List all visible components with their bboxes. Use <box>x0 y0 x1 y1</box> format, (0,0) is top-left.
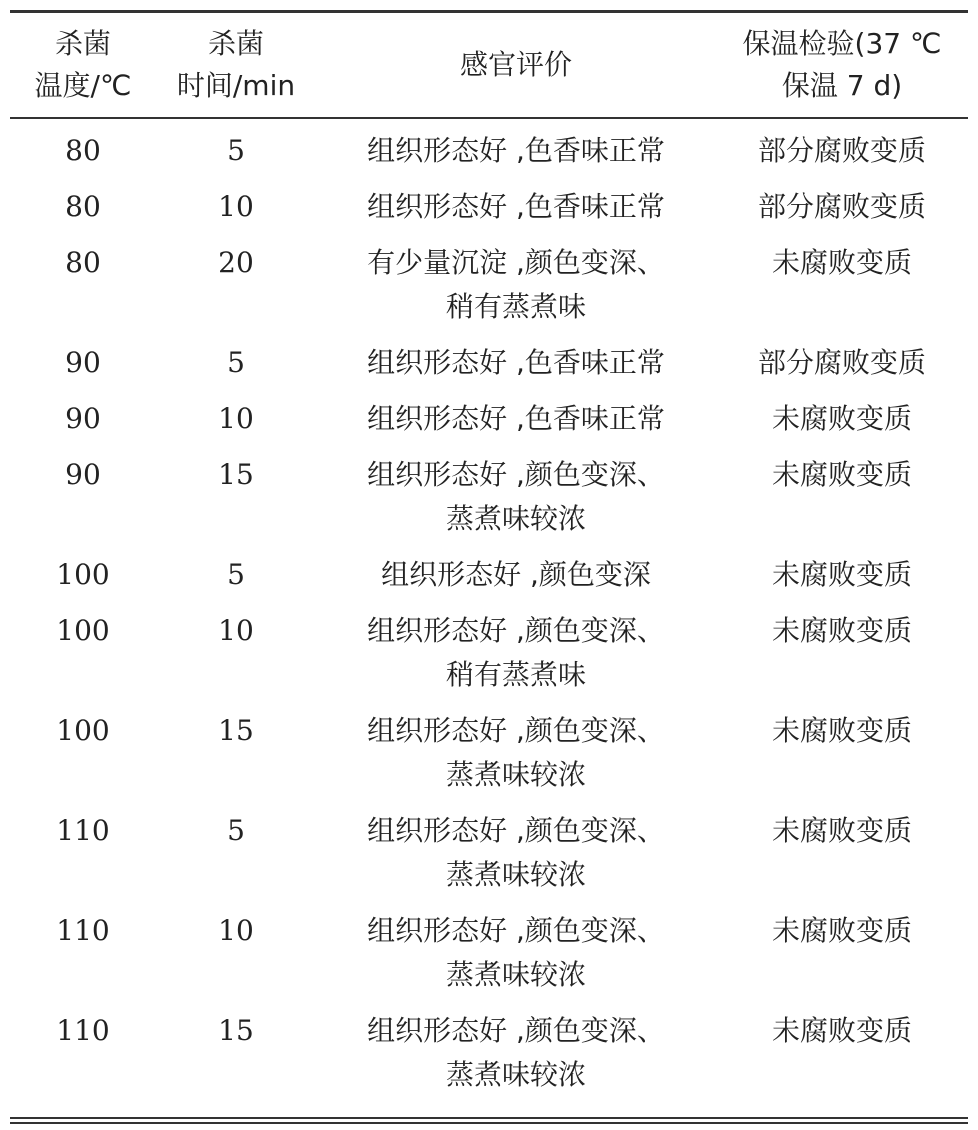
header-line: 温度/℃ <box>34 69 132 102</box>
evaluation-line: 组织形态好 ,色香味正常 <box>367 346 665 379</box>
table-row <box>10 341 968 385</box>
cell-time: 15 <box>218 714 254 747</box>
evaluation-line: 蒸煮味较浓 <box>445 758 586 791</box>
cell-incubation-result: 部分腐败变质 <box>757 346 926 379</box>
evaluation-line: 组织形态好 ,颜色变深、 <box>367 714 665 747</box>
cell-incubation-result: 未腐败变质 <box>771 246 912 279</box>
evaluation-line: 组织形态好 ,颜色变深、 <box>367 458 665 491</box>
evaluation-line: 有少量沉淀 ,颜色变深、 <box>367 246 665 279</box>
cell-time: 5 <box>227 346 245 379</box>
table-row <box>10 609 968 697</box>
cell-incubation-result: 未腐败变质 <box>771 558 912 591</box>
cell-time: 15 <box>218 458 254 491</box>
cell-time: 5 <box>227 558 245 591</box>
table-row <box>10 129 968 173</box>
cell-sensory-evaluation <box>316 341 716 385</box>
cell-incubation-result: 未腐败变质 <box>771 402 912 435</box>
header-sensory-evaluation <box>316 44 716 86</box>
evaluation-line: 蒸煮味较浓 <box>445 858 586 891</box>
header-line: 保温 7 d) <box>781 69 903 102</box>
cell-time: 10 <box>218 614 254 647</box>
cell-sensory-evaluation <box>316 1009 716 1097</box>
header-line: 保温检验(37 ℃ <box>742 27 942 60</box>
cell-sensory-evaluation <box>316 397 716 441</box>
evaluation-line: 蒸煮味较浓 <box>445 958 586 991</box>
cell-sensory-evaluation <box>316 241 716 329</box>
table-row <box>10 241 968 329</box>
evaluation-line: 组织形态好 ,颜色变深、 <box>367 614 665 647</box>
cell-time: 10 <box>218 914 254 947</box>
table-body <box>10 119 968 1117</box>
table-bottom-rule <box>10 1117 968 1124</box>
cell-incubation-result: 未腐败变质 <box>771 458 912 491</box>
evaluation-line: 组织形态好 ,色香味正常 <box>367 134 665 167</box>
header-line: 时间/min <box>176 69 296 102</box>
evaluation-line: 组织形态好 ,颜色变深、 <box>367 1014 665 1047</box>
cell-sensory-evaluation <box>316 609 716 697</box>
header-line: 杀菌 <box>54 27 111 60</box>
table-row <box>10 809 968 897</box>
header-sterilization-temp <box>10 23 156 107</box>
table-row <box>10 397 968 441</box>
cell-temperature: 90 <box>65 402 101 435</box>
cell-time: 20 <box>218 246 254 279</box>
cell-temperature: 100 <box>56 614 110 647</box>
cell-temperature: 90 <box>65 458 101 491</box>
cell-incubation-result: 部分腐败变质 <box>757 190 926 223</box>
cell-temperature: 80 <box>65 134 101 167</box>
evaluation-line: 组织形态好 ,色香味正常 <box>367 190 665 223</box>
table-row <box>10 709 968 797</box>
cell-sensory-evaluation <box>316 709 716 797</box>
cell-temperature: 80 <box>65 246 101 279</box>
cell-temperature: 100 <box>56 558 110 591</box>
table-row <box>10 185 968 229</box>
table-row <box>10 453 968 541</box>
cell-time: 5 <box>227 814 245 847</box>
evaluation-line: 蒸煮味较浓 <box>445 502 586 535</box>
evaluation-line: 组织形态好 ,颜色变深、 <box>367 814 665 847</box>
table-header <box>10 13 968 117</box>
cell-temperature: 80 <box>65 190 101 223</box>
cell-time: 10 <box>218 402 254 435</box>
cell-incubation-result: 未腐败变质 <box>771 714 912 747</box>
evaluation-line: 稍有蒸煮味 <box>445 658 586 691</box>
cell-incubation-result: 未腐败变质 <box>771 614 912 647</box>
cell-sensory-evaluation <box>316 553 716 597</box>
header-line: 感官评价 <box>459 48 572 81</box>
cell-time: 5 <box>227 134 245 167</box>
cell-sensory-evaluation <box>316 453 716 541</box>
cell-incubation-result: 未腐败变质 <box>771 1014 912 1047</box>
cell-sensory-evaluation <box>316 809 716 897</box>
evaluation-line: 稍有蒸煮味 <box>445 290 586 323</box>
evaluation-line: 组织形态好 ,颜色变深、 <box>367 914 665 947</box>
cell-temperature: 110 <box>56 814 110 847</box>
cell-temperature: 110 <box>56 1014 110 1047</box>
header-incubation-test <box>716 23 968 107</box>
cell-incubation-result: 部分腐败变质 <box>757 134 926 167</box>
cell-sensory-evaluation <box>316 185 716 229</box>
cell-sensory-evaluation <box>316 129 716 173</box>
cell-incubation-result: 未腐败变质 <box>771 914 912 947</box>
cell-temperature: 90 <box>65 346 101 379</box>
header-sterilization-time <box>156 23 316 107</box>
table-row <box>10 1009 968 1097</box>
evaluation-line: 组织形态好 ,色香味正常 <box>367 402 665 435</box>
table-row <box>10 553 968 597</box>
cell-temperature: 110 <box>56 914 110 947</box>
cell-time: 15 <box>218 1014 254 1047</box>
cell-time: 10 <box>218 190 254 223</box>
cell-sensory-evaluation <box>316 909 716 997</box>
table-row <box>10 909 968 997</box>
cell-incubation-result: 未腐败变质 <box>771 814 912 847</box>
evaluation-line: 组织形态好 ,颜色变深 <box>381 558 651 591</box>
cell-temperature: 100 <box>56 714 110 747</box>
header-line: 杀菌 <box>207 27 264 60</box>
sterilization-table <box>10 10 968 1124</box>
evaluation-line: 蒸煮味较浓 <box>445 1058 586 1091</box>
